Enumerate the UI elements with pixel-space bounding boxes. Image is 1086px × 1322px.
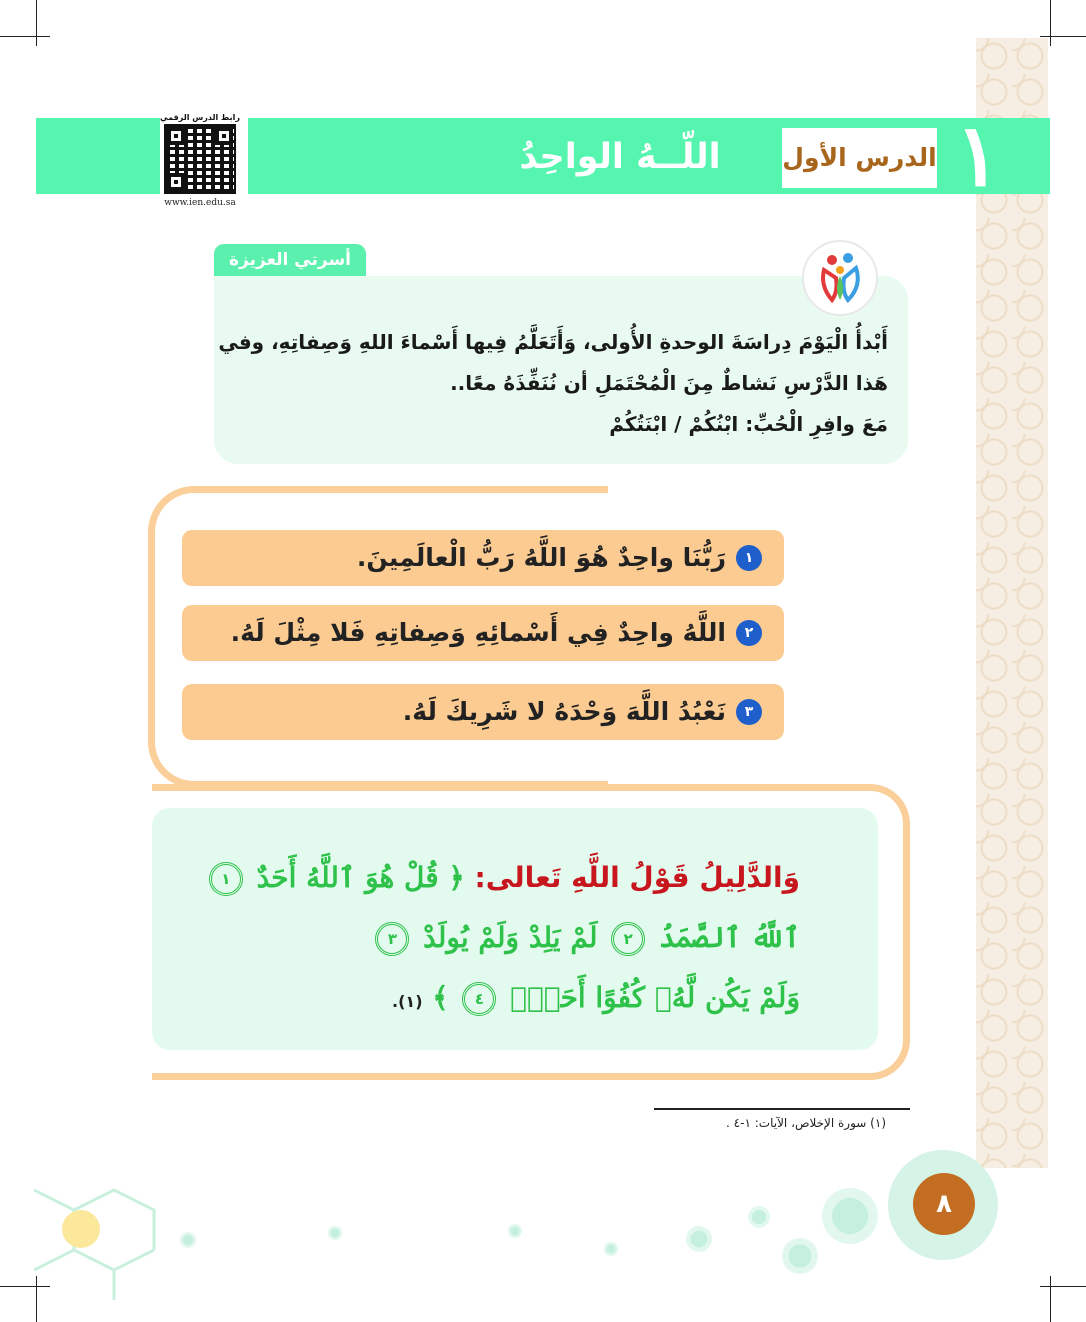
decorative-rosette: [782, 1238, 818, 1274]
crop-mark: [1040, 1286, 1086, 1287]
qr-finder: [167, 127, 185, 145]
crop-mark: [0, 36, 50, 37]
quran-bracket-close: ﴾: [432, 981, 449, 1014]
family-message-line: أَبْدأُ الْيَوْمَ دِراسَةَ الوحدةِ الأُولى، وَأَتَعَلَّمُ فِيها أَسْماءَ اللهِ وَصِفاتِهِ، وفي: [218, 330, 888, 354]
point-number-badge: ٢: [736, 620, 762, 646]
point-number-badge: ١: [736, 545, 762, 571]
family-message-line: مَعَ وافِرِ الْحُبِّ: ابْنُكُمْ / ابْنَتُكُمْ: [609, 412, 888, 436]
crop-mark: [1050, 0, 1051, 46]
evidence-line: [200, 968, 800, 1032]
footnote-reference: (١).: [392, 992, 423, 1011]
family-figures-icon: [804, 242, 876, 314]
decorative-rosette: [686, 1226, 712, 1252]
evidence-line: [200, 908, 800, 968]
decorative-rosette: [822, 1188, 878, 1244]
footnote: (١) سورة الإخلاص، الآيات: ١-٤ .: [726, 1116, 886, 1130]
lesson-label: الدرس الأول: [782, 143, 937, 172]
footnote-divider: [654, 1108, 910, 1110]
decorative-side-pattern: [976, 38, 1048, 1168]
decorative-rosette: [748, 1206, 770, 1228]
point-text: رَبُّنَا واحِدٌ هُوَ اللَّهُ رَبُّ الْعالَمِينَ.: [356, 543, 726, 572]
point-text: اللَّهُ واحِدٌ فِي أَسْمائِهِ وَصِفاتِهِ فَلا مِثْلَ لَهُ.: [230, 618, 726, 647]
family-icon: [802, 240, 878, 316]
page-number: ٨: [913, 1173, 975, 1235]
qr-finder: [167, 173, 185, 191]
header-divider: [240, 118, 248, 194]
ayah-number: ٣: [375, 922, 409, 956]
lesson-number: ١: [954, 105, 1002, 206]
decorative-rosette: [604, 1242, 618, 1256]
qr-code-icon[interactable]: [164, 124, 236, 194]
point-text: نَعْبُدُ اللَّهَ وَحْدَهُ لا شَرِيكَ لَهُ.: [402, 697, 726, 726]
book-icon: [62, 1210, 100, 1248]
crop-mark: [1040, 36, 1086, 37]
decorative-rosette: [328, 1226, 342, 1240]
quran-verse: ٱللَّهُ ٱلصَّمَدُ: [659, 921, 800, 954]
point-item: [182, 605, 784, 661]
point-number-badge: ٣: [736, 699, 762, 725]
decorative-corner-pattern: [34, 1180, 204, 1300]
family-message-line: هَذا الدَّرْسِ نَشاطٌ مِنَ الْمُحْتَمَلِ أن نُنَفِّذَهُ معًا..: [450, 371, 888, 395]
point-item: [182, 530, 784, 586]
quran-verse: قُلْ هُوَ ٱللَّهُ أَحَدٌ: [256, 861, 439, 894]
ayah-number: ١: [209, 862, 243, 896]
ayah-number: ٢: [611, 922, 645, 956]
evidence-text: [200, 848, 800, 1032]
lesson-title: اللّــهُ الواحِدُ: [519, 137, 721, 177]
quran-bracket-open: ﴿: [448, 861, 465, 894]
quran-verse: لَمْ يَلِدْ وَلَمْ يُولَدْ: [423, 921, 598, 954]
qr-url[interactable]: www.ien.edu.sa: [164, 198, 236, 208]
evidence-intro: وَالدَّلِيلُ قَوْلُ اللَّهِ تَعالى:: [474, 861, 800, 894]
evidence-line: [200, 848, 800, 908]
quran-verse: وَلَمْ يَكُن لَّهُۥ كُفُوًا أَحَدٌۢ: [510, 981, 800, 1014]
ayah-number: ٤: [462, 982, 496, 1016]
family-message-text: [218, 322, 888, 445]
qr-caption: رابط الدرس الرقمي: [160, 113, 240, 122]
point-item: [182, 684, 784, 740]
family-message-tab: أسرتي العزيزة: [214, 244, 366, 276]
crop-mark: [36, 0, 37, 46]
crop-mark: [1050, 1276, 1051, 1322]
decorative-rosette: [508, 1224, 522, 1238]
qr-finder: [215, 127, 233, 145]
